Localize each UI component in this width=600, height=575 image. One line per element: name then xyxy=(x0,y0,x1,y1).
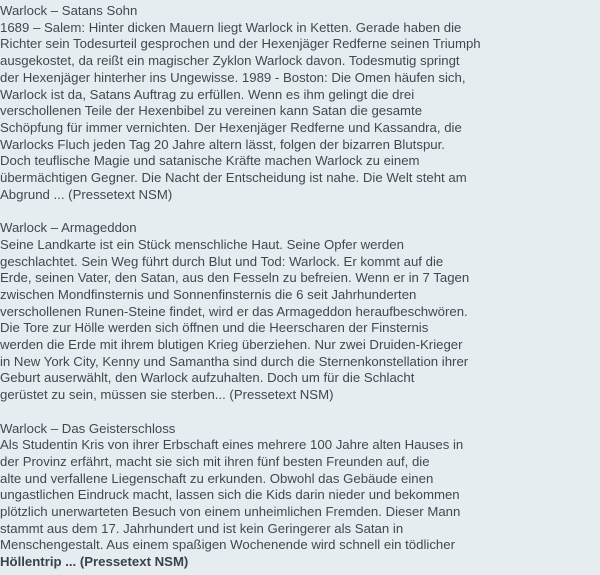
entry-satans-sohn xyxy=(0,3,600,203)
entry-line: verschollenen Runen-Steine findet, wird er das Armageddon heraufbeschwören. xyxy=(0,303,468,319)
entry-line: stammt aus dem 17. Jahrhundert und ist kein Geringerer als Satan in xyxy=(0,520,404,536)
entry-line: verschollenen Teile der Hexenbibel zu vereinen kann Satan die gesamte xyxy=(0,103,423,119)
entry-title: Warlock – Armageddon xyxy=(0,220,137,236)
entry-line: Menschengestalt. Aus einem spaßigen Wochenende wird schnell ein tödlicher xyxy=(0,537,455,553)
entry-line: Abgrund ... (Pressetext NSM) xyxy=(0,186,173,202)
entry-line: Als Studentin Kris von ihrer Erbschaft eines mehrere 100 Jahre alten Hauses in xyxy=(0,437,464,453)
entry-geisterschloss xyxy=(0,421,600,571)
entry-line: übermächtigen Gegner. Die Nacht der Entscheidung ist nahe. Die Welt steht am xyxy=(0,170,467,186)
entry-line: in New York City, Kenny und Samantha sind durch die Sternenkonstellation ihrer xyxy=(0,353,469,369)
entry-title: Warlock – Das Geisterschloss xyxy=(0,420,176,436)
entry-line: Geburt auserwählt, den Warlock aufzuhalten. Doch um für die Schlacht xyxy=(0,370,415,386)
entry-line: Warlocks Fluch jeden Tag 20 Jahre altern lässt, folgen der bizarren Blutspur. xyxy=(0,136,445,152)
entry-title: Warlock – Satans Sohn xyxy=(0,3,138,18)
entry-line-bold: Höllentrip ... (Pressetext NSM) xyxy=(0,554,189,570)
entry-line: geschlachtet. Sein Weg führt durch Blut und Tod: Warlock. Er kommt auf die xyxy=(0,253,444,269)
entry-line: Seine Landkarte ist ein Stück menschliche Haut. Seine Opfer werden xyxy=(0,236,404,252)
entry-line: der Provinz erfährt, macht sie sich mit ihren fünf besten Freunden auf, die xyxy=(0,453,430,469)
entry-line: gerüstet zu sein, müssen sie sterben... (Pressetext NSM) xyxy=(0,387,334,403)
entry-line: plötzlich unerwarteten Besuch von einem unheimlichen Fremden. Dieser Mann xyxy=(0,504,461,520)
entry-line: alte und verfallene Liegenschaft zu erkunden. Obwohl das Gebäude einen xyxy=(0,470,434,486)
entry-line: zwischen Mondfinsternis und Sonnenfinsternis die 6 seit Jahrhunderten xyxy=(0,286,417,302)
entry-line: ausgekostet, da reißt ein magischer Zyklon Warlock davon. Todesmutig springt xyxy=(0,53,460,69)
entry-line: Richter sein Todesurteil gesprochen und der Hexenjäger Redferne seinen Triumph xyxy=(0,36,481,52)
entry-line: der Hexenjäger hinterher ins Ungewisse. 1989 - Boston: Die Omen häufen sich, xyxy=(0,69,466,85)
entry-line: Erde, seinen Vater, den Satan, aus den Fesseln zu befreien. Wenn er in 7 Tagen xyxy=(0,270,470,286)
entry-line: ungastlichen Eindruck macht, lassen sich die Kids darin nieder und bekommen xyxy=(0,487,460,503)
entry-line: Die Tore zur Hölle werden sich öffnen und die Heerscharen der Finsternis xyxy=(0,320,429,336)
entry-line: Warlock ist da, Satans Auftrag zu erfüllen. Wenn es ihm gelingt die drei xyxy=(0,86,415,102)
entry-line: 1689 – Salem: Hinter dicken Mauern liegt Warlock in Ketten. Gerade haben die xyxy=(0,19,462,35)
entry-armageddon xyxy=(0,220,600,404)
entry-line: Doch teuflische Magie und satanische Kräfte machen Warlock zu einem xyxy=(0,153,420,169)
entry-line: Schöpfung für immer vernichten. Der Hexenjäger Redferne und Kassandra, die xyxy=(0,119,462,135)
entry-line: werden die Erde mit ihrem blutigen Krieg überziehen. Nur zwei Druiden-Krieger xyxy=(0,337,463,353)
